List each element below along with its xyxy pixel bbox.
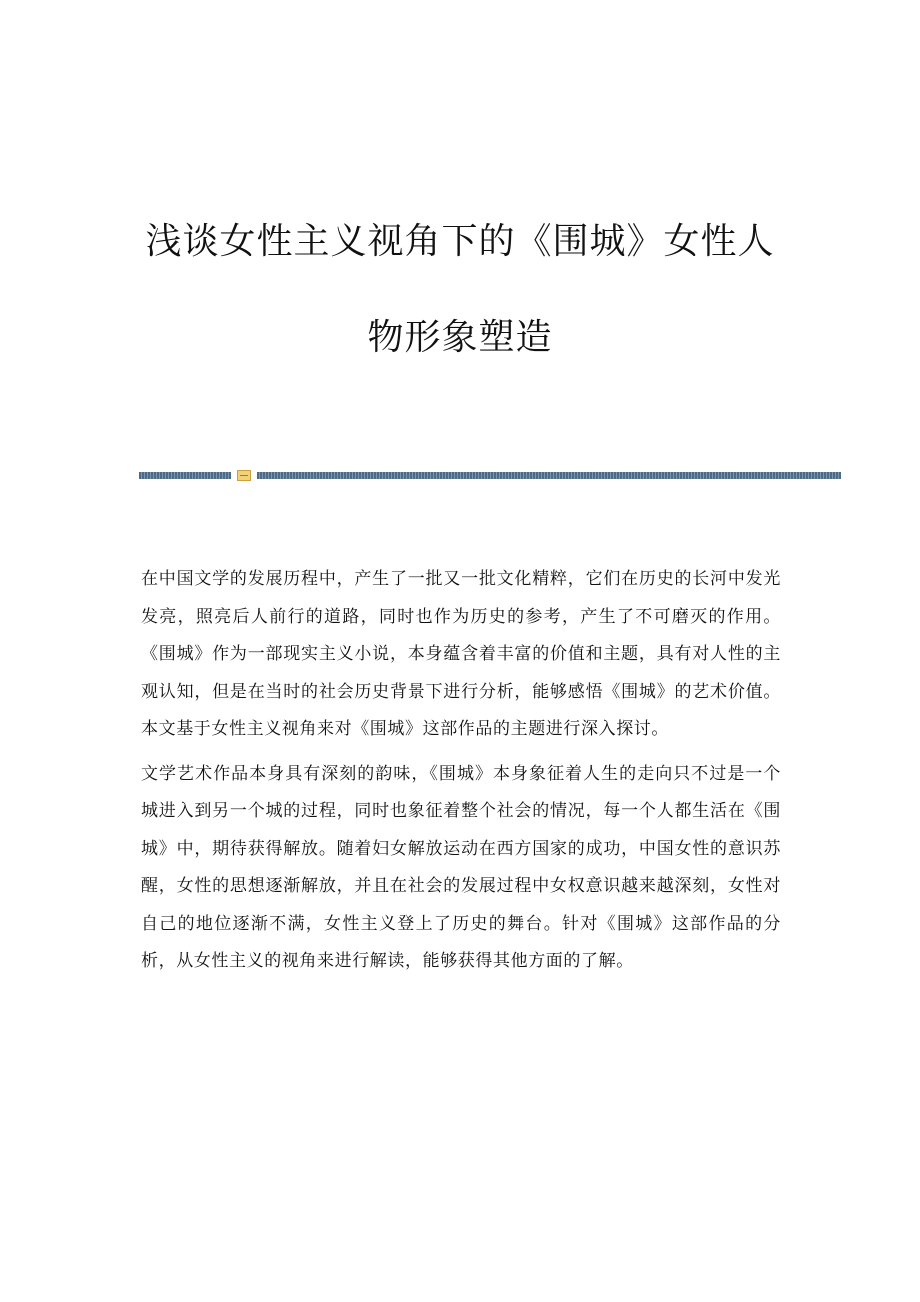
divider-ornament-icon [237, 470, 251, 481]
divider-bar-left [139, 472, 231, 479]
document-title-line-2: 物形象塑造 [367, 317, 553, 358]
divider-bar-right [257, 472, 841, 479]
title-divider [139, 469, 841, 483]
article-body [141, 561, 781, 988]
paragraph-1: 在中国文学的发展历程中，产生了一批又一批文化精粹，它们在历史的长河中发光发亮，照亮后人前行的道路，同时也作为历史的参考，产生了不可磨灭的作用。《围城》作为一部现实主义小说，本身蕴含着丰富的价值和主题，具有对人性的主观认知，但是在当时的社会历史背景下进行分析，能够感悟《围城》的艺术价值。本文基于女性主义视角来对《围城》这部作品的主题进行深入探讨。 [141, 569, 781, 739]
document-title-line-1: 浅谈女性主义视角下的《围城》女性人 [145, 221, 775, 262]
paragraph-2: 文学艺术作品本身具有深刻的韵味，《围城》本身象征着人生的走向只不过是一个城进入到另一个城的过程，同时也象征着整个社会的情况，每一个人都生活在《围城》中，期待获得解放。随着妇女解放运动在西方国家的成功，中国女性的意识苏醒，女性的思想逐渐解放，并且在社会的发展过程中女权意识越来越深刻，女性对自己的地位逐渐不满，女性主义登上了历史的舞台。针对《围城》这部作品的分析，从女性主义的视角来进行解读，能够获得其他方面的了解。 [141, 763, 781, 971]
